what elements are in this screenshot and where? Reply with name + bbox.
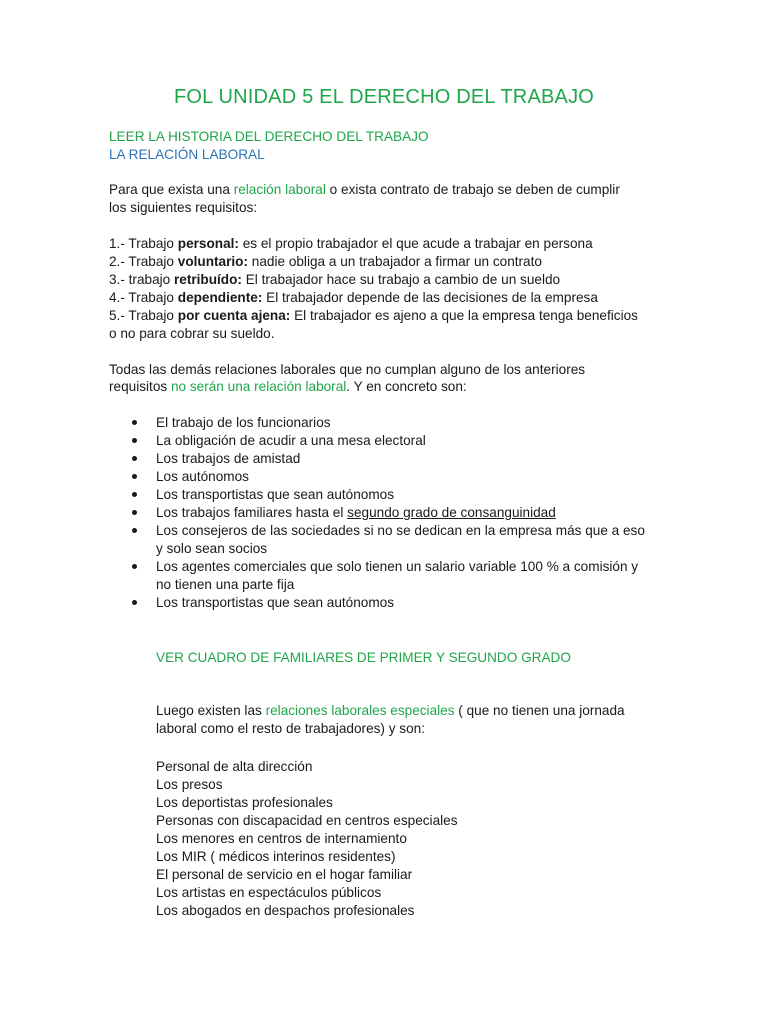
- especial-item: Personal de alta dirección: [156, 759, 313, 774]
- bullet-dot: [132, 420, 137, 425]
- intro-paragraph-line2: los siguientes requisitos:: [109, 200, 258, 215]
- especiales-text: ( que no tienen una jornada: [454, 703, 625, 718]
- page-title: FOL UNIDAD 5 EL DERECHO DEL TRABAJO: [173, 86, 595, 108]
- exclusion-item: Los trabajos de amistad: [156, 451, 301, 466]
- especiales-paragraph-line2: laboral como el resto de trabajadores) y son:: [156, 721, 425, 736]
- especiales-highlight: relaciones laborales especiales: [265, 703, 455, 718]
- todas-paragraph-line1: Todas las demás relaciones laborales que no cumplan alguno de los anteriores: [109, 362, 586, 377]
- exclusion-item-continuation: no tienen una parte fija: [156, 577, 295, 592]
- requisito-item: [109, 289, 598, 307]
- bullet-dot: [132, 600, 137, 605]
- exclusion-item: Los transportistas que sean autónomos: [156, 487, 395, 502]
- bullet-dot: [132, 492, 137, 497]
- exclusion-item: El trabajo de los funcionarios: [156, 415, 331, 430]
- exclusion-item-continuation: y solo sean socios: [156, 541, 268, 556]
- especial-item: El personal de servicio en el hogar familiar: [156, 867, 413, 882]
- requisito-rest: es el propio trabajador el que acude a trabajar en persona: [238, 236, 593, 251]
- heading-relacion-laboral: LA RELACIÓN LABORAL: [109, 147, 265, 162]
- especial-item: Los MIR ( médicos interinos residentes): [156, 849, 396, 864]
- bullet-dot: [132, 474, 137, 479]
- exclusion-item: Los agentes comerciales que solo tienen un salario variable 100 % a comisión y: [156, 559, 639, 574]
- exclusion-item: Los consejeros de las sociedades si no se dedican en la empresa más que a eso: [156, 523, 645, 538]
- especial-item: Los artistas en espectáculos públicos: [156, 885, 382, 900]
- especial-item: Los presos: [156, 777, 223, 792]
- requisito-bold: por cuenta ajena:: [177, 308, 291, 323]
- especiales-paragraph-line1: [156, 702, 625, 720]
- especial-item: Los menores en centros de internamiento: [156, 831, 407, 846]
- requisito-rest: El trabajador hace su trabajo a cambio de un sueldo: [241, 272, 561, 287]
- requisito-item: [109, 235, 593, 253]
- todas-paragraph-line2: [109, 378, 467, 396]
- exclusion-item: [156, 504, 556, 522]
- requisito-item: [109, 271, 560, 289]
- requisito-prefix: 4.- Trabajo: [109, 290, 178, 305]
- requisito-prefix: 1.- Trabajo: [109, 236, 178, 251]
- todas-text: requisitos: [109, 379, 171, 394]
- bullet-dot: [132, 456, 137, 461]
- requisito-rest: El trabajador es ajeno a que la empresa tenga beneficios: [290, 308, 638, 323]
- heading-leer-historia: LEER LA HISTORIA DEL DERECHO DEL TRABAJO: [109, 129, 429, 144]
- requisito-prefix: 2.- Trabajo: [109, 254, 178, 269]
- requisito-bold: personal:: [177, 236, 239, 251]
- consanguinidad-underlined: segundo grado de consanguinidad: [347, 505, 556, 520]
- requisito-prefix: 5.- Trabajo: [109, 308, 178, 323]
- exclusion-item: La obligación de acudir a una mesa electoral: [156, 433, 426, 448]
- especial-item: Los abogados en despachos profesionales: [156, 903, 415, 918]
- ver-cuadro-heading: VER CUADRO DE FAMILIARES DE PRIMER Y SEGUNDO GRADO: [156, 650, 571, 665]
- intro-text: Para que exista una: [109, 182, 234, 197]
- intro-paragraph-line1: [109, 181, 620, 199]
- requisito-bold: voluntario:: [177, 254, 248, 269]
- bullet-dot: [132, 510, 137, 515]
- especial-item: Personas con discapacidad en centros especiales: [156, 813, 458, 828]
- bullet-dot: [132, 564, 137, 569]
- requisito-item: [109, 307, 638, 325]
- requisito-bold: retribuído:: [173, 272, 242, 287]
- intro-text: o exista contrato de trabajo se deben de cumplir: [325, 182, 620, 197]
- requisito-bold: dependiente:: [177, 290, 263, 305]
- especial-item: Los deportistas profesionales: [156, 795, 333, 810]
- requisito-item: [109, 253, 542, 271]
- exclusion-item: Los autónomos: [156, 469, 249, 484]
- todas-text: . Y en concreto son:: [346, 379, 467, 394]
- exclusion-item: Los transportistas que sean autónomos: [156, 595, 395, 610]
- bullet-dot: [132, 528, 137, 533]
- requisito-rest: El trabajador depende de las decisiones de la empresa: [262, 290, 598, 305]
- bullet-dot: [132, 438, 137, 443]
- especiales-text: Luego existen las: [156, 703, 266, 718]
- requisito-prefix: 3.- trabajo: [109, 272, 174, 287]
- requisito-rest: nadie obliga a un trabajador a firmar un contrato: [248, 254, 542, 269]
- intro-highlight: relación laboral: [233, 182, 326, 197]
- exclusion-text: Los trabajos familiares hasta el: [156, 505, 348, 520]
- todas-highlight: no serán una relación laboral: [170, 379, 347, 394]
- requisito-continuation: o no para cobrar su sueldo.: [109, 326, 275, 341]
